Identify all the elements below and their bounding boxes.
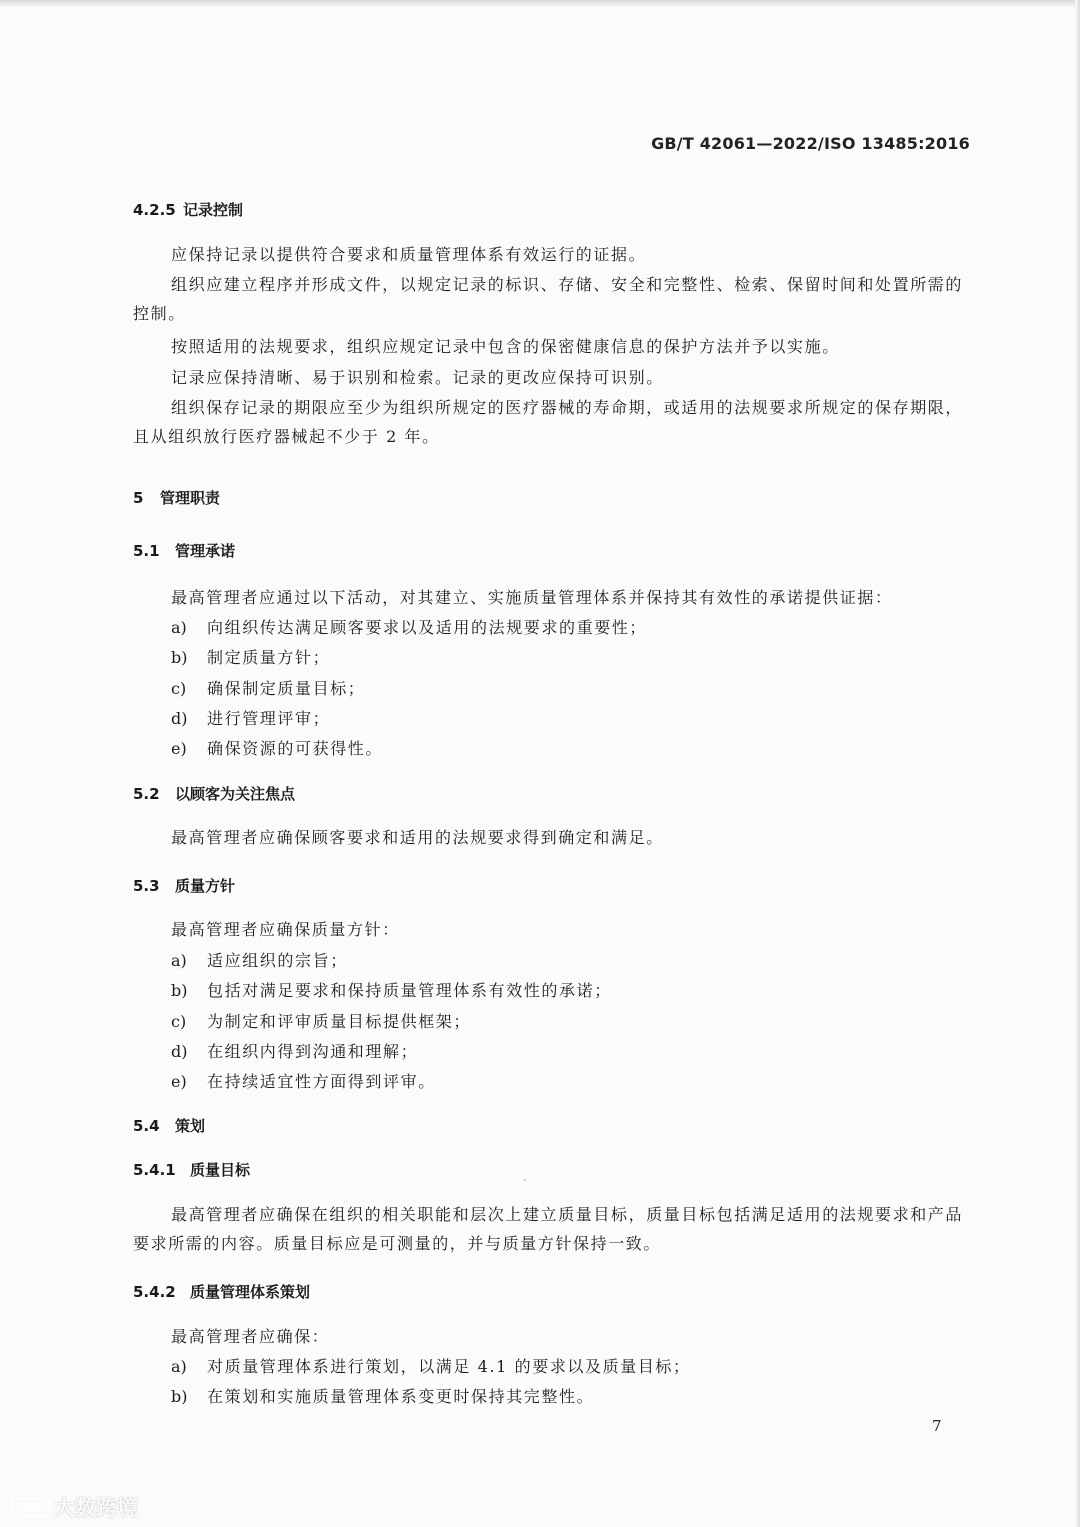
section-title: 记录控制 [183, 201, 244, 219]
section-heading-5 [133, 487, 220, 508]
paragraph: 最高管理者应确保在组织的相关职能和层次上建立质量目标，质量目标包括满足适用的法规要求和产品要求所需的内容。质量目标应是可测量的，并与质量方针保持一致。 [133, 1205, 964, 1253]
list-marker: d) [171, 1042, 188, 1061]
list-item-text: 包括对满足要求和保持质量管理体系有效性的承诺； [207, 981, 612, 1000]
list-marker: a) [171, 951, 187, 970]
list-marker: b) [171, 981, 188, 1000]
paragraph: 组织应建立程序并形成文件，以规定记录的标识、存储、安全和完整性、检索、保留时间和处置所需的控制。 [133, 275, 964, 323]
watermark [10, 1492, 138, 1522]
list-marker: e) [171, 1072, 187, 1091]
section-title: 以顾客为关注焦点 [175, 785, 296, 803]
paragraph: 应保持记录以提供符合要求和质量管理体系有效运行的证据。 [171, 245, 647, 264]
standard-header: GB/T 42061—2022/ISO 13485:2016 [651, 134, 970, 153]
scan-speck [524, 1179, 526, 1181]
list-item [171, 1009, 471, 1032]
section-number: 5 [133, 489, 144, 507]
paragraph: 记录应保持清晰、易于识别和检索。记录的更改应保持可识别。 [171, 368, 664, 387]
list-item-text: 进行管理评审； [207, 709, 331, 728]
paragraph: 最高管理者应确保： [171, 1327, 330, 1346]
list-item [171, 948, 348, 971]
section-number: 5.3 [133, 877, 160, 895]
section-heading-5-4-2 [133, 1281, 310, 1302]
list-marker: e) [171, 739, 187, 758]
list-item-text: 制定质量方针； [207, 648, 331, 667]
section-title: 质量方针 [175, 877, 236, 895]
section-heading-4-2-5 [133, 199, 243, 220]
list-item [171, 736, 383, 759]
section-heading-5-3 [133, 875, 235, 896]
list-item [171, 676, 365, 699]
section-title: 管理承诺 [175, 542, 236, 560]
list-marker: c) [171, 1012, 187, 1031]
section-number: 5.2 [133, 785, 160, 803]
list-item [171, 1384, 594, 1407]
watermark-text: 大数跨境 [54, 1496, 138, 1520]
list-item-text: 为制定和评审质量目标提供框架； [207, 1012, 472, 1031]
list-marker: c) [171, 679, 187, 698]
paragraph: 最高管理者应通过以下活动，对其建立、实施质量管理体系并保持其有效性的承诺提供证据： [171, 588, 893, 607]
section-heading-5-2 [133, 783, 295, 804]
paragraph: 最高管理者应确保质量方针： [171, 920, 400, 939]
paragraph: 组织保存记录的期限应至少为组织所规定的医疗器械的寿命期，或适用的法规要求所规定的保存期限，且从组织放行医疗器械起不少于 2 年。 [133, 398, 964, 446]
section-title: 策划 [175, 1117, 206, 1135]
list-item-text: 确保制定质量目标； [207, 679, 366, 698]
page-edge [0, 0, 1080, 8]
list-marker: a) [171, 618, 187, 637]
list-marker: b) [171, 648, 188, 667]
page-edge [1075, 0, 1080, 1527]
section-number: 5.4 [133, 1117, 160, 1135]
list-marker: d) [171, 709, 188, 728]
list-item-text: 适应组织的宗旨； [207, 951, 348, 970]
list-item [171, 615, 647, 638]
paragraph: 按照适用的法规要求，组织应规定记录中包含的保密健康信息的保护方法并予以实施。 [171, 337, 840, 356]
section-number: 5.4.2 [133, 1283, 176, 1301]
section-title: 质量管理体系策划 [190, 1283, 311, 1301]
section-number: 5.4.1 [133, 1161, 176, 1179]
list-marker: b) [171, 1387, 188, 1406]
paragraph: 最高管理者应确保顾客要求和适用的法规要求得到确定和满足。 [171, 828, 664, 847]
list-item [171, 978, 612, 1001]
list-item [171, 645, 330, 668]
list-item [171, 706, 330, 729]
list-item-text: 在组织内得到沟通和理解； [207, 1042, 419, 1061]
list-item-text: 在策划和实施质量管理体系变更时保持其完整性。 [207, 1387, 595, 1406]
section-title: 质量目标 [190, 1161, 251, 1179]
list-item [171, 1039, 418, 1062]
chat-bubble-logo-icon [10, 1494, 50, 1520]
page-number: 7 [932, 1417, 942, 1435]
section-heading-5-1 [133, 540, 235, 561]
section-heading-5-4 [133, 1115, 205, 1136]
section-heading-5-4-1 [133, 1159, 250, 1180]
list-item-text: 对质量管理体系进行策划，以满足 4.1 的要求以及质量目标； [207, 1357, 691, 1376]
list-item-text: 向组织传达满足顾客要求以及适用的法规要求的重要性； [207, 618, 648, 637]
list-item-text: 在持续适宜性方面得到评审。 [207, 1072, 436, 1091]
list-item-text: 确保资源的可获得性。 [207, 739, 384, 758]
section-number: 5.1 [133, 542, 160, 560]
section-title: 管理职责 [160, 489, 221, 507]
list-item [171, 1069, 436, 1092]
list-item [171, 1354, 691, 1377]
section-number: 4.2.5 [133, 201, 176, 219]
list-marker: a) [171, 1357, 187, 1376]
